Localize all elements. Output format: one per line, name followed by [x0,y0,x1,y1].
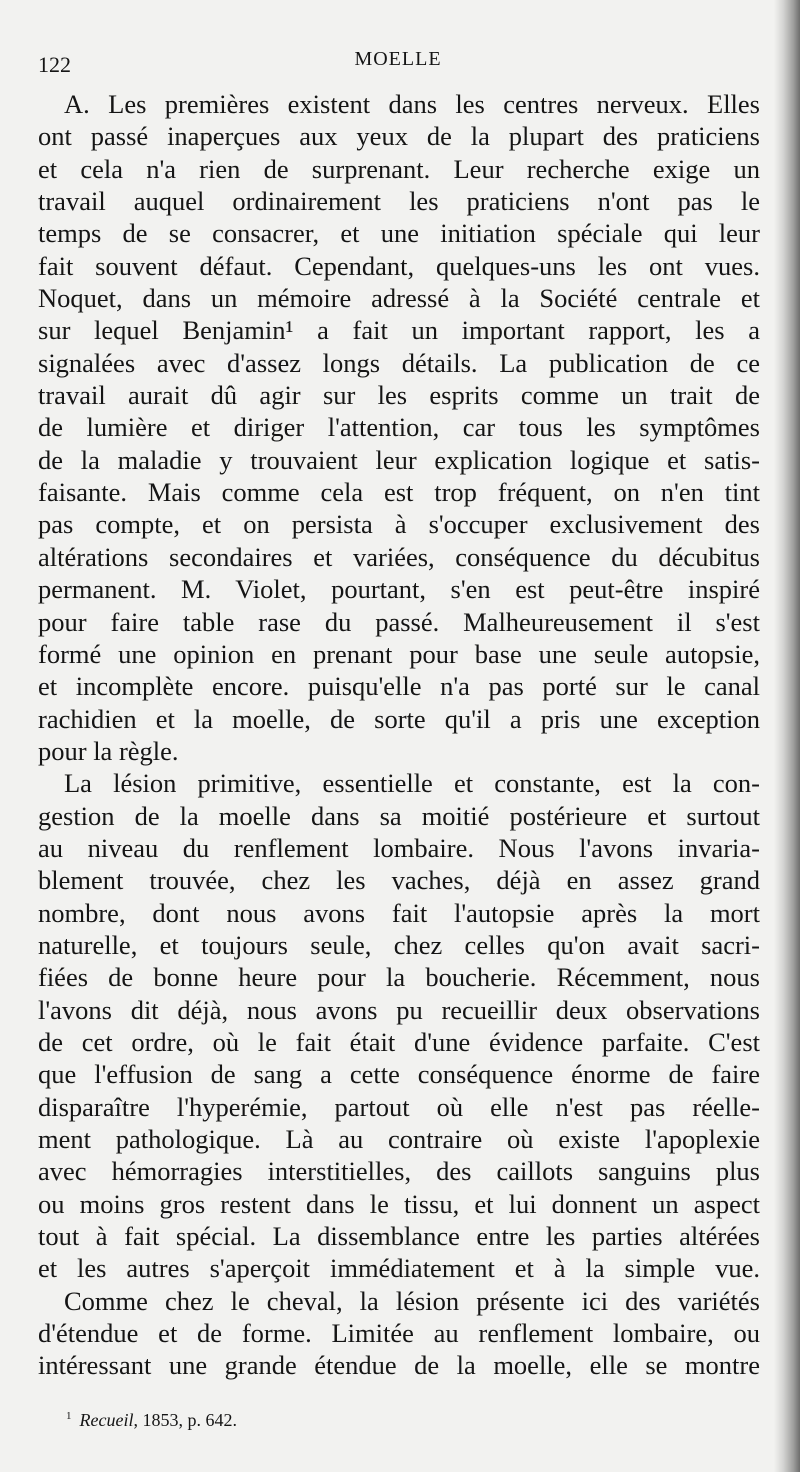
text-line: gestion de la moelle dans sa moitié postérieure et surtout [38,800,760,831]
page-number: 122 [38,52,71,77]
text-line: A. Les premières existent dans les centres nerveux. Elles [64,89,760,119]
footnote-reference: , 1853, p. 642. [133,1410,237,1430]
text-line: disparaître l'hyperémie, partout où elle n'est pas réelle- [38,1091,760,1122]
text-line: pour la règle. [38,735,179,766]
text-line: faisante. Mais comme cela est trop fréquent, on n'en tint [38,477,760,508]
text-line: et les autres s'aperçoit immédiatement et à la simple vue. [38,1253,760,1284]
text-line: Noquet, dans un mémoire adressé à la Société centrale et [38,283,760,314]
footnote-source: Recueil [79,1410,134,1430]
text-line: pour faire table rase du passé. Malheureusement il s'est [38,606,760,637]
text-line: que l'effusion de sang a cette conséquence énorme de faire [38,1059,760,1090]
text-line: tout à fait spécial. La dissemblance entre les parties altérées [38,1221,760,1252]
text-line: avec hémorragies interstitielles, des caillots sanguins plus [38,1156,760,1187]
text-line: ou moins gros restent dans le tissu, et lui donnent un aspect [38,1188,760,1219]
text-line: fiées de bonne heure pour la boucherie. Récemment, nous [38,962,760,993]
text-line: rachidien et la moelle, de sorte qu'il a pris une exception [38,703,760,734]
text-line: ment pathologique. Là au contraire où existe l'apoplexie [38,1124,760,1154]
text-line: permanent. M. Violet, pourtant, s'en est peut-être inspiré [38,574,760,605]
body-text [38,88,760,1382]
text-line: travail auquel ordinairement les praticiens n'ont pas le [38,186,760,217]
text-line: ont passé inaperçues aux yeux de la plupart des praticiens [38,121,760,152]
footnote [66,1410,237,1431]
text-line: sur lequel Benjamin¹ a fait un important rapport, les a [38,315,760,346]
text-line: travail aurait dû agir sur les esprits comme un trait de [38,380,760,411]
running-title: MOELLE [354,48,442,70]
text-line: de cet ordre, où le fait était d'une évidence parfaite. C'est [38,1026,760,1057]
text-line: de la maladie y trouvaient leur explication logique et satis- [38,444,760,475]
page-edge-shadow [774,0,800,1472]
text-line: altérations secondaires et variées, conséquence du décubitus [38,541,760,572]
text-line: et cela n'a rien de surprenant. Leur recherche exige un [38,153,760,184]
text-line: fait souvent défaut. Cependant, quelques-uns les ont vues. [38,250,760,281]
text-line: La lésion primitive, essentielle et constante, est la con- [64,768,760,799]
text-line: de lumière et diriger l'attention, car tous les symptômes [38,412,760,443]
text-line: naturelle, et toujours seule, chez celles qu'on avait sacri- [38,929,760,960]
text-line: et incomplète encore. puisqu'elle n'a pas porté sur le canal [38,671,760,702]
text-line: l'avons dit déjà, nous avons pu recueillir deux observations [38,994,760,1025]
text-line: intéressant une grande étendue de la moelle, elle se montre [38,1350,760,1381]
text-line: d'étendue et de forme. Limitée au renflement lombaire, ou [38,1318,760,1349]
text-line: temps de se consacrer, et une initiation spéciale qui leur [38,218,760,249]
text-line: signalées avec d'assez longs détails. La publication de ce [38,347,760,378]
text-line: pas compte, et on persista à s'occuper exclusivement des [38,509,760,540]
text-line: formé une opinion en prenant pour base une seule autopsie, [38,638,760,669]
text-line: blement trouvée, chez les vaches, déjà en assez grand [38,865,760,896]
text-line: au niveau du renflement lombaire. Nous l'avons invaria- [38,832,760,863]
text-line: nombre, dont nous avons fait l'autopsie après la mort [38,897,760,928]
page-header [38,46,758,76]
footnote-mark: 1 [66,1410,72,1422]
text-line: Comme chez le cheval, la lésion présente ici des variétés [64,1285,760,1316]
